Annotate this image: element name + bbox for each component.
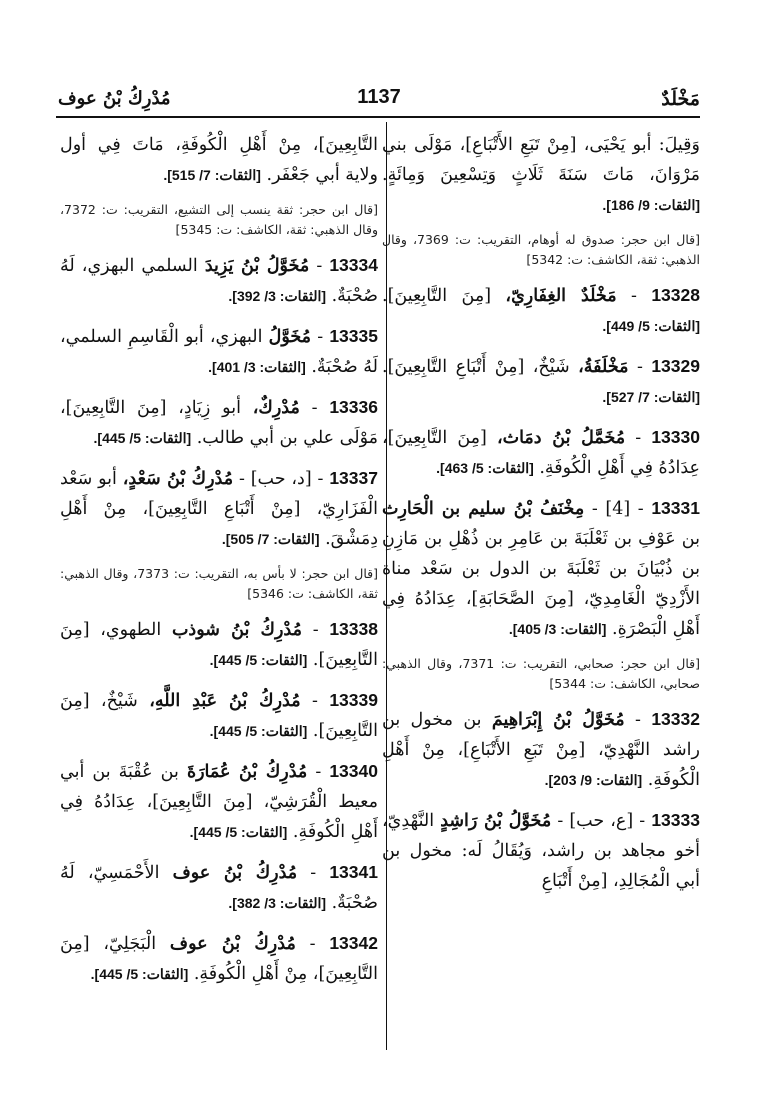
- left-column: [60, 130, 378, 1060]
- entry-source: [الثقات: 7/ 505].: [221, 531, 320, 547]
- entry-source: [الثقات: 9/ 186].: [602, 197, 700, 213]
- entry-body: بن عُقْبَةَ بن أبي معيط الْقُرَشِيّ، [مِنَ التَّابِعِينَ]، عِدَادُهُ فِي أَهْلِ الْكُوفَةِ.: [60, 762, 378, 842]
- entry-number: 13334: [329, 255, 378, 275]
- biography-entry: 13330 - مُخَمَّلُ بْنُ دمَاث، [مِنَ التَّابِعِينَ]، عِدَادُهُ فِي أَهْلِ الْكُوفَةِ. [الثقات: 5/ 463].: [382, 427, 700, 478]
- citation-note: [قال ابن حجر: صدوق له أوهام، التقريب: ت: 7369، وقال الذهبي: ثقة، الكاشف: ت: 5342]: [382, 232, 700, 267]
- entry-number: 13333: [651, 810, 700, 830]
- entry-number: 13336: [329, 397, 378, 417]
- biography-entry: 13336 - مُدْرِكٌ، أبو زِيَادٍ، [مِنَ التَّابِعِينَ]، مَوْلَى علي بن أبي طالب. [الثقات: 5/ 445].: [60, 397, 378, 448]
- entry-body: بن مخول بن راشد النَّهْدِيّ، [مِنْ تَبَعِ الأَتْبَاعِ]، مِنْ أَهْلِ الْكُوفَةِ.: [382, 710, 700, 790]
- entry-name: مَخْلَفَةُ،: [578, 357, 629, 377]
- entry-body: [مِنَ التَّابِعِينَ]، عِدَادُهُ فِي أَهْلِ الْكُوفَةِ.: [382, 428, 700, 478]
- entry-number: 13342: [329, 933, 378, 953]
- entry-name: مُدْرِكُ بْنُ سَعْدٍ،: [122, 469, 234, 489]
- entry-source: [الثقات: 5/ 445].: [209, 723, 308, 739]
- entry-source: [الثقات: 5/ 449].: [602, 318, 700, 334]
- entry-body: بن عَوْفِ بن ثَعْلَبَةَ بن عَامِرِ بن ذُهْلِ بن مَازِنِ بن ذُبْيَانَ بن ثَعْلَبَةَ بن الدول بن سَعْد مناة الأَزْدِيّ الْغَامِدِيّ، [مِنَ الصَّحَابَةِ]، عِدَادُهُ فِي أَهْلِ الْبَصْرَةِ.: [382, 529, 700, 639]
- entry-prefix: [د، حب] -: [238, 469, 312, 489]
- biography-entry: 13337 - [د، حب] - مُدْرِكُ بْنُ سَعْدٍ، أبو سَعْد الْفَزَارِيّ، [مِنْ أَتْبَاعِ التَّابِعِينَ]، مِنْ أَهْلِ دِمَشْقَ. [الثقات: 7/ 505].: [60, 468, 378, 549]
- entry-name: مُدْرِكُ بْنُ عوف: [172, 863, 298, 883]
- citation-note: [قال ابن حجر: صحابي، التقريب: ت: 7371، وقال الذهبي: صحابي، الكاشف: ت: 5344]: [382, 656, 700, 691]
- entry-source: [الثقات: 9/ 203].: [544, 772, 643, 788]
- biography-entry: 13340 - مُدْرِكُ بْنُ عُمَارَةَ بن عُقْبَةَ بن أبي معيط الْقُرَشِيّ، [مِنَ التَّابِعِينَ]، عِدَادُهُ فِي أَهْلِ الْكُوفَةِ. [الثقات: 5/ 445].: [60, 761, 378, 842]
- entry-body: الأَحْمَسِيّ، لَهُ صُحْبَةٌ.: [60, 863, 378, 913]
- entry-number: 13339: [329, 690, 378, 710]
- biography-entry: 13329 - مَخْلَفَةُ، شَيْخٌ، [مِنْ أَتْبَاعِ التَّابِعِينَ]. [الثقات: 7/ 527].: [382, 356, 700, 405]
- entry-body: السلمي البهزي، لَهُ صُحْبَةٌ.: [60, 256, 378, 306]
- biography-entry: 13338 - مُدْرِكُ بْنُ شوذب الطهوي، [مِنَ التَّابِعِينَ]. [الثقات: 5/ 445].: [60, 619, 378, 670]
- right-column: [382, 130, 700, 1060]
- entry-name: مَخْلَدٌ الغِفَارِيّ،: [505, 286, 617, 306]
- entry-name: مُخَوَّلُ بْنُ إِبْرَاهِيمَ: [491, 710, 625, 730]
- entry-source: [الثقات: 5/ 445].: [189, 824, 288, 840]
- entry-name: مِخْنَفُ بْنُ سليم بن الْحَارِث: [382, 499, 585, 519]
- entry-source: [الثقات: 5/ 445].: [90, 966, 189, 982]
- entry-body: شَيْخٌ، [مِنْ أَتْبَاعِ التَّابِعِينَ].: [382, 357, 570, 377]
- biography-entry: 13331 - [4] - مِخْنَفُ بْنُ سليم بن الْحَارِث بن عَوْفِ بن ثَعْلَبَةَ بن عَامِرِ بن ذُهْلِ بن مَازِنِ بن ذُبْيَانَ بن ثَعْلَبَةَ بن الدول بن سَعْد مناة الأَزْدِيّ الْغَامِدِيّ، [مِنَ الصَّحَابَةِ]، عِدَادُهُ فِي أَهْلِ الْبَصْرَةِ. [الثقات: 3/ 405].: [382, 498, 700, 639]
- entry-name: مُخَوَّلُ: [268, 327, 312, 347]
- entry-source: [الثقات: 5/ 463].: [436, 460, 534, 476]
- entry-name: مُدْرِكُ بْنُ شوذب: [171, 620, 302, 640]
- entry-body: الطهوي، [مِنَ التَّابِعِينَ].: [60, 620, 378, 670]
- entry-number: 13330: [651, 427, 700, 447]
- entry-number: 13338: [329, 619, 378, 639]
- entry-body: النَّهْدِيّ، أخو مجاهد بن راشد، وَيُقَالُ لَه: مخول بن أبي الْمُجَالِدِ، [مِنْ أَتْبَاعِ: [382, 811, 700, 891]
- entry-source: [الثقات: 3/ 401].: [208, 359, 306, 375]
- entry-number: 13328: [651, 285, 700, 305]
- biography-entry: 13341 - مُدْرِكُ بْنُ عوف الأَحْمَسِيّ، لَهُ صُحْبَةٌ. [الثقات: 3/ 382].: [60, 862, 378, 913]
- page-header: [58, 82, 700, 118]
- entry-body: البهزي، أبو الْقَاسِمِ السلمي، لَهُ صُحْبَةٌ.: [60, 327, 378, 377]
- entry-body: أبو سَعْد الْفَزَارِيّ، [مِنْ أَتْبَاعِ التَّابِعِينَ]، مِنْ أَهْلِ دِمَشْقَ.: [60, 469, 378, 549]
- entry-body: وَقِيلَ: أبو يَحْيَى، [مِنْ تَبَعِ الأَتْبَاعِ]، مَوْلَى بني مَرْوَانَ، مَاتَ سَنَةَ ثَلَاثٍ وَتِسْعِينَ وَمِائَةٍ.: [382, 135, 700, 185]
- biography-entry: 13339 - مُدْرِكُ بْنُ عَبْدِ اللَّهِ، شَيْخٌ، [مِنَ التَّابِعِينَ]. [الثقات: 5/ 445].: [60, 690, 378, 741]
- entry-name: مُدْرِكُ بْنُ عوف: [169, 934, 296, 954]
- entry-name: مُخَوَّلُ بْنُ يَزِيدَ: [204, 256, 310, 276]
- citation-note: [قال ابن حجر: ثقة ينسب إلى التشيع، التقريب: ت: 7372، وقال الذهبي: ثقة، الكاشف: ت: 5345]: [60, 202, 378, 237]
- entry-body: التَّابِعِينَ]، مِنْ أَهْلِ الْكُوفَةِ، مَاتَ فِي أول ولاية أبي جَعْفَر.: [60, 135, 378, 185]
- entry-number: 13331: [651, 498, 700, 518]
- entry-prefix: [ع، حب] -: [557, 811, 634, 831]
- entry-number: 13332: [651, 709, 700, 729]
- entry-number: 13329: [651, 356, 700, 376]
- biography-entry: [60, 130, 378, 190]
- entry-body: [مِنَ التَّابِعِينَ].: [382, 286, 492, 306]
- header-rule: [56, 116, 700, 118]
- entry-number: 13341: [329, 862, 378, 882]
- entry-source: [الثقات: 7/ 527].: [602, 389, 700, 405]
- entry-source: [الثقات: 3/ 405].: [508, 621, 607, 637]
- entry-number: 13335: [329, 326, 378, 346]
- header-right-title: مَخْلَدٌ: [661, 88, 700, 110]
- entry-name: مُدْرِكُ بْنُ عُمَارَةَ: [186, 762, 308, 782]
- biography-entry: [382, 130, 700, 220]
- entry-body: الْبَجَلِيّ، [مِنَ التَّابِعِينَ]، مِنْ أَهْلِ الْكُوفَةِ.: [60, 934, 378, 984]
- entry-source: [الثقات: 3/ 392].: [228, 288, 327, 304]
- page-number: 1137: [357, 86, 401, 108]
- entry-body: أبو زِيَادٍ، [مِنَ التَّابِعِينَ]، مَوْلَى علي بن أبي طالب.: [60, 398, 378, 448]
- entry-source: [الثقات: 3/ 382].: [228, 895, 327, 911]
- entry-name: مُدْرِكُ بْنُ عَبْدِ اللَّهِ،: [149, 691, 301, 711]
- entry-number: 13340: [329, 761, 378, 781]
- entry-source: [الثقات: 5/ 445].: [209, 652, 308, 668]
- header-left-title: مُدْرِكُ بْنُ عوف: [58, 88, 171, 109]
- entry-prefix: [4] -: [591, 499, 631, 519]
- entry-number: 13337: [329, 468, 378, 488]
- entry-body: شَيْخٌ، [مِنَ التَّابِعِينَ].: [60, 691, 378, 741]
- biography-entry: 13328 - مَخْلَدٌ الغِفَارِيّ، [مِنَ التَّابِعِينَ]. [الثقات: 5/ 449].: [382, 285, 700, 334]
- entry-source: [الثقات: 7/ 515].: [163, 167, 261, 183]
- biography-entry: 13334 - مُخَوَّلُ بْنُ يَزِيدَ السلمي البهزي، لَهُ صُحْبَةٌ. [الثقات: 3/ 392].: [60, 255, 378, 306]
- biography-entry: 13332 - مُخَوَّلُ بْنُ إِبْرَاهِيمَ بن مخول بن راشد النَّهْدِيّ، [مِنْ تَبَعِ الأَتْبَاعِ]، مِنْ أَهْلِ الْكُوفَةِ. [الثقات: 9/ 203].: [382, 709, 700, 790]
- entry-source: [الثقات: 5/ 445].: [93, 430, 192, 446]
- biography-entry: 13333 - [ع، حب] - مُخَوَّلُ بْنُ رَاشِدٍ النَّهْدِيّ، أخو مجاهد بن راشد، وَيُقَالُ لَه: مخول بن أبي الْمُجَالِدِ، [مِنْ أَتْبَاعِ: [382, 810, 700, 891]
- biography-entry: 13335 - مُخَوَّلُ البهزي، أبو الْقَاسِمِ السلمي، لَهُ صُحْبَةٌ. [الثقات: 3/ 401].: [60, 326, 378, 377]
- entry-name: مُخَوَّلُ بْنُ رَاشِدٍ: [440, 811, 552, 831]
- biography-entry: 13342 - مُدْرِكُ بْنُ عوف الْبَجَلِيّ، [مِنَ التَّابِعِينَ]، مِنْ أَهْلِ الْكُوفَةِ. [الثقات: 5/ 445].: [60, 933, 378, 984]
- entry-name: مُدْرِكٌ،: [252, 398, 300, 418]
- citation-note: [قال ابن حجر: لا بأس به، التقريب: ت: 7373، وقال الذهبي: ثقة، الكاشف: ت: 5346]: [60, 566, 378, 601]
- entry-name: مُخَمَّلُ بْنُ دمَاث،: [496, 428, 626, 448]
